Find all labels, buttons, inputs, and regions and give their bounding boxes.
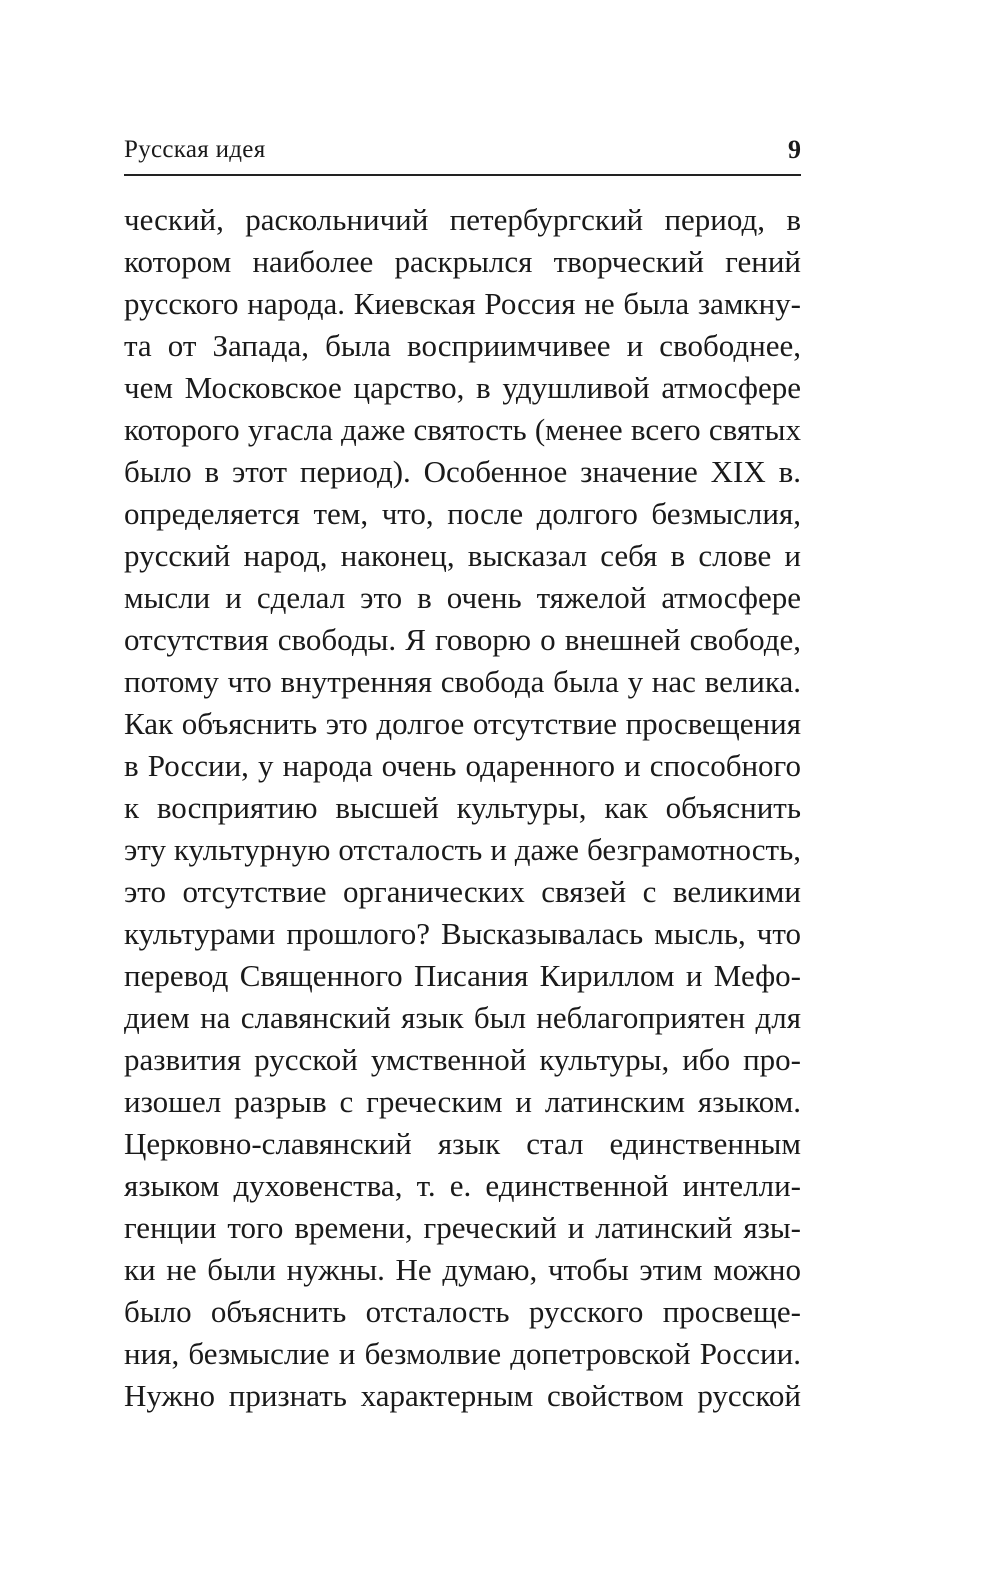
text-line: которого угасла даже святость (менее всего святых [124, 412, 801, 447]
text-line: было объяснить отсталость русского просвеще- [124, 1294, 801, 1329]
text-line: культурами прошлого? Высказывалась мысль, что [124, 916, 801, 951]
running-title: Русская идея [124, 136, 266, 163]
page-number: 9 [788, 135, 801, 164]
text-line: ки не были нужны. Не думаю, чтобы этим можно [124, 1252, 801, 1287]
text-line: мысли и сделал это в очень тяжелой атмосфере [124, 580, 801, 615]
text-line: та от Запада, была восприимчивее и свободнее, [124, 328, 801, 363]
text-line: отсутствия свободы. Я говорю о внешней свободе, [124, 622, 801, 657]
text-line: русского народа. Киевская Россия не была замкну- [124, 286, 801, 321]
text-line: определяется тем, что, после долгого безмыслия, [124, 496, 801, 531]
text-line: генции того времени, греческий и латинский язы- [124, 1210, 801, 1245]
text-line: Церковно-славянский язык стал единственным [124, 1126, 801, 1161]
text-line: изошел разрыв с греческим и латинским языком. [124, 1084, 801, 1119]
text-line: было в этот период). Особенное значение XIX в. [124, 454, 801, 489]
text-line: котором наиболее раскрылся творческий гений [124, 244, 801, 279]
text-line: перевод Священного Писания Кириллом и Мефо- [124, 958, 801, 993]
text-line: дием на славянский язык был неблагоприятен для [124, 1000, 801, 1035]
text-line: потому что внутренняя свобода была у нас велика. [124, 664, 801, 699]
text-line: Как объяснить это долгое отсутствие просвещения [124, 706, 801, 741]
running-head [124, 134, 801, 176]
text-line: языком духовенства, т. е. единственной интелли- [124, 1168, 801, 1203]
text-line: ческий, раскольничий петербургский период, в [124, 202, 801, 237]
text-line: чем Московское царство, в удушливой атмосфере [124, 370, 801, 405]
text-line: развития русской умственной культуры, ибо про- [124, 1042, 801, 1077]
text-line: к восприятию высшей культуры, как объяснить [124, 790, 801, 825]
text-line: русский народ, наконец, высказал себя в слове и [124, 538, 801, 573]
body-text [124, 199, 801, 1417]
text-line: ния, безмыслие и безмолвие допетровской России. [124, 1336, 801, 1371]
text-line: Нужно признать характерным свойством русской [124, 1378, 801, 1413]
text-line: эту культурную отсталость и даже безграмотность, [124, 832, 801, 867]
text-line: это отсутствие органических связей с великими [124, 874, 801, 909]
text-line: в России, у народа очень одаренного и способного [124, 748, 801, 783]
